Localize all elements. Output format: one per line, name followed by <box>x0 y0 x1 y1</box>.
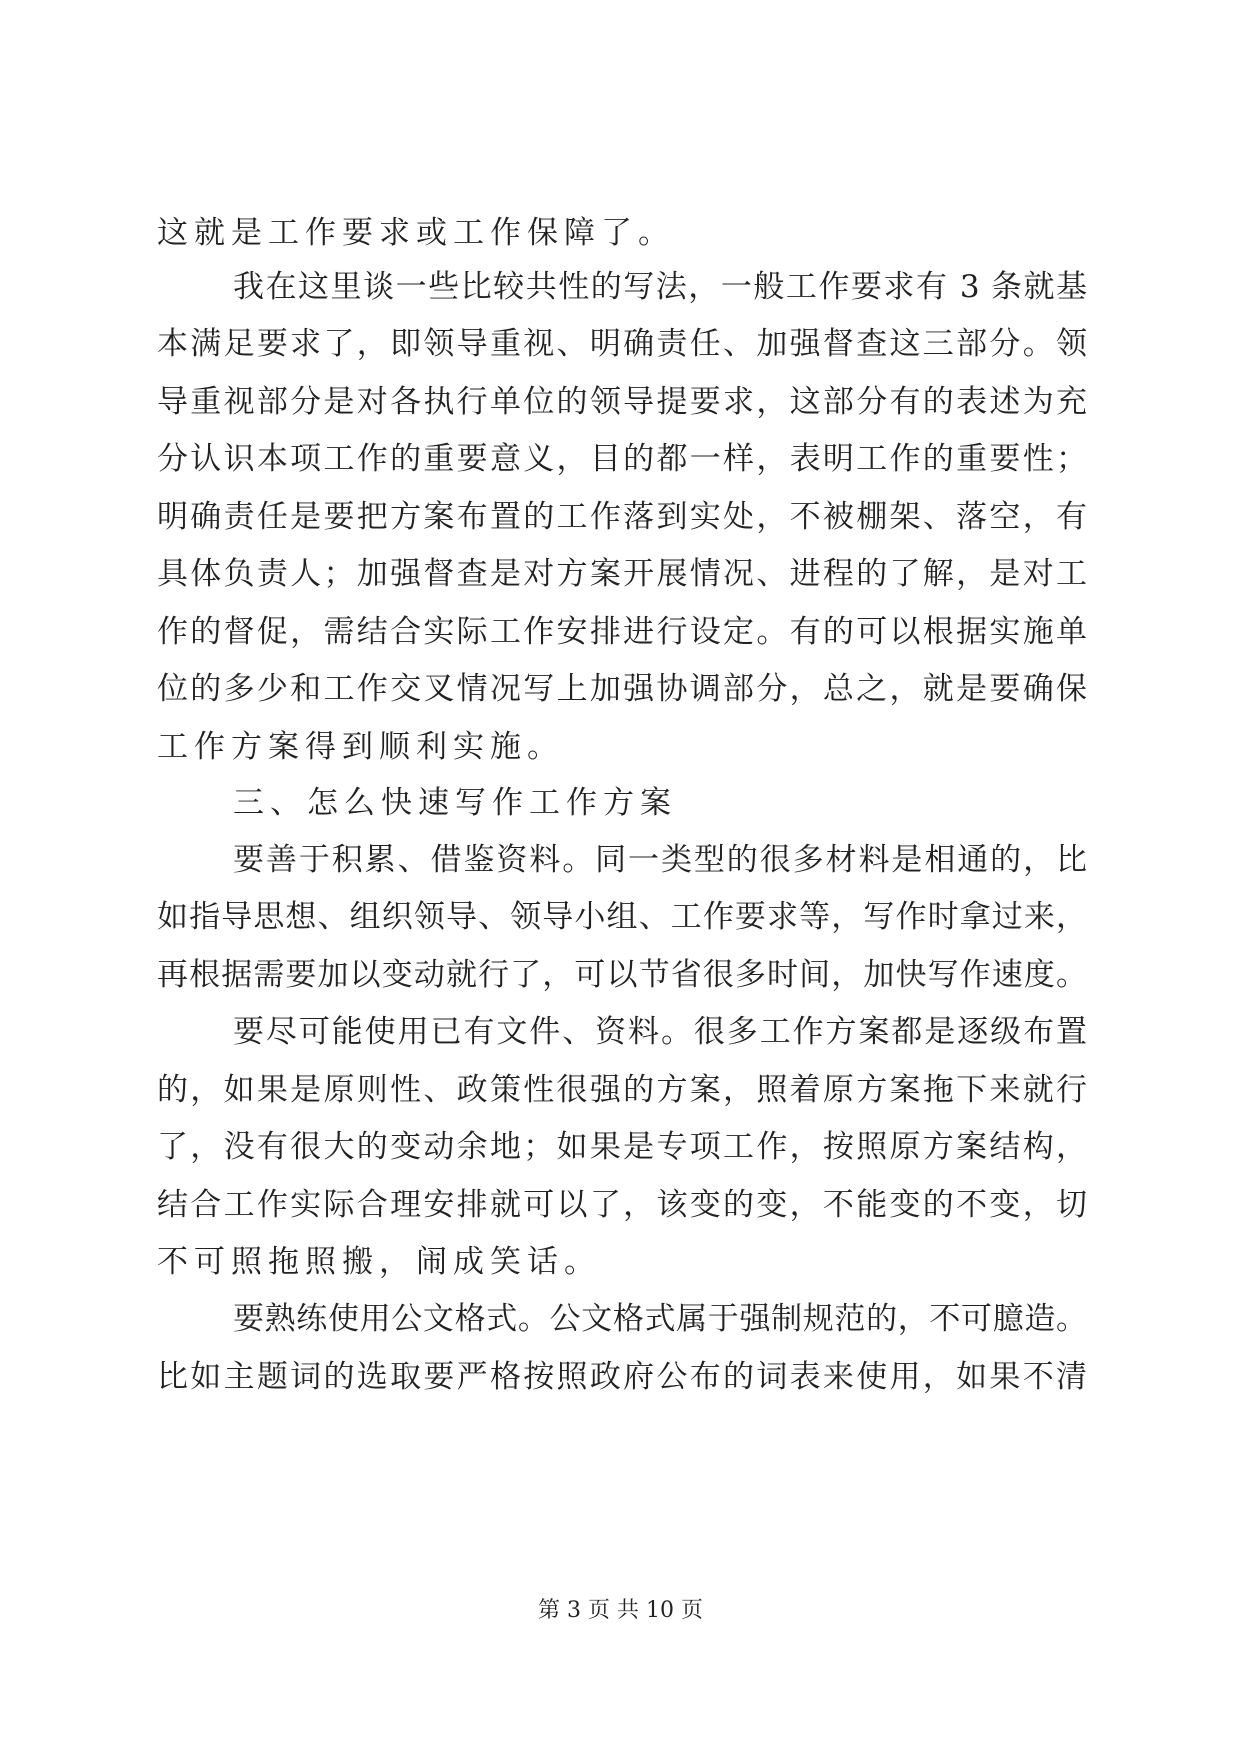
text-line: 本满足要求了，即领导重视、明确责任、加强督查这三部分。领 <box>157 326 1087 362</box>
text-line: 不可照拖照搬，闹成笑话。 <box>157 1244 601 1280</box>
text-line: 作的督促，需结合实际工作安排进行设定。有的可以根据实施单 <box>157 614 1087 650</box>
text-line: 具体负责人；加强督查是对方案开展情况、进程的了解，是对工 <box>157 556 1087 592</box>
text-line: 分认识本项工作的重要意义，目的都一样，表明工作的重要性； <box>157 441 1087 477</box>
paragraph-first-line: 要熟练使用公文格式。公文格式属于强制规范的，不可臆造。 <box>233 1301 1087 1337</box>
section-heading: 三、怎么快速写作工作方案 <box>233 785 677 821</box>
text-line: 再根据需要加以变动就行了，可以节省很多时间，加快写作速度。 <box>157 957 1087 993</box>
text-line: 结合工作实际合理安排就可以了，该变的变，不能变的不变，切 <box>157 1187 1087 1223</box>
text-line: 位的多少和工作交叉情况写上加强协调部分，总之，就是要确保 <box>157 671 1087 707</box>
text-line: 比如主题词的选取要严格按照政府公布的词表来使用，如果不清 <box>157 1359 1087 1395</box>
text-line: 了，没有很大的变动余地；如果是专项工作，按照原方案结构， <box>157 1129 1087 1165</box>
text-line: 明确责任是要把方案布置的工作落到实处，不被棚架、落空，有 <box>157 499 1087 535</box>
text-line: 的，如果是原则性、政策性很强的方案，照着原方案拖下来就行 <box>157 1072 1087 1108</box>
text-line: 这就是工作要求或工作保障了。 <box>157 215 675 251</box>
text-line: 导重视部分是对各执行单位的领导提要求，这部分有的表述为充 <box>157 384 1087 420</box>
paragraph-first-line: 要善于积累、借鉴资料。同一类型的很多材料是相通的，比 <box>233 842 1087 878</box>
paragraph-first-line: 要尽可能使用已有文件、资料。很多工作方案都是逐级布置 <box>233 1014 1087 1050</box>
page-number-footer: 第 3 页 共 10 页 <box>538 1598 703 1623</box>
paragraph-first-line: 我在这里谈一些比较共性的写法，一般工作要求有 3 条就基 <box>233 269 1087 305</box>
text-line: 工作方案得到顺利实施。 <box>157 729 564 765</box>
text-line: 如指导思想、组织领导、领导小组、工作要求等，写作时拿过来， <box>157 899 1087 935</box>
